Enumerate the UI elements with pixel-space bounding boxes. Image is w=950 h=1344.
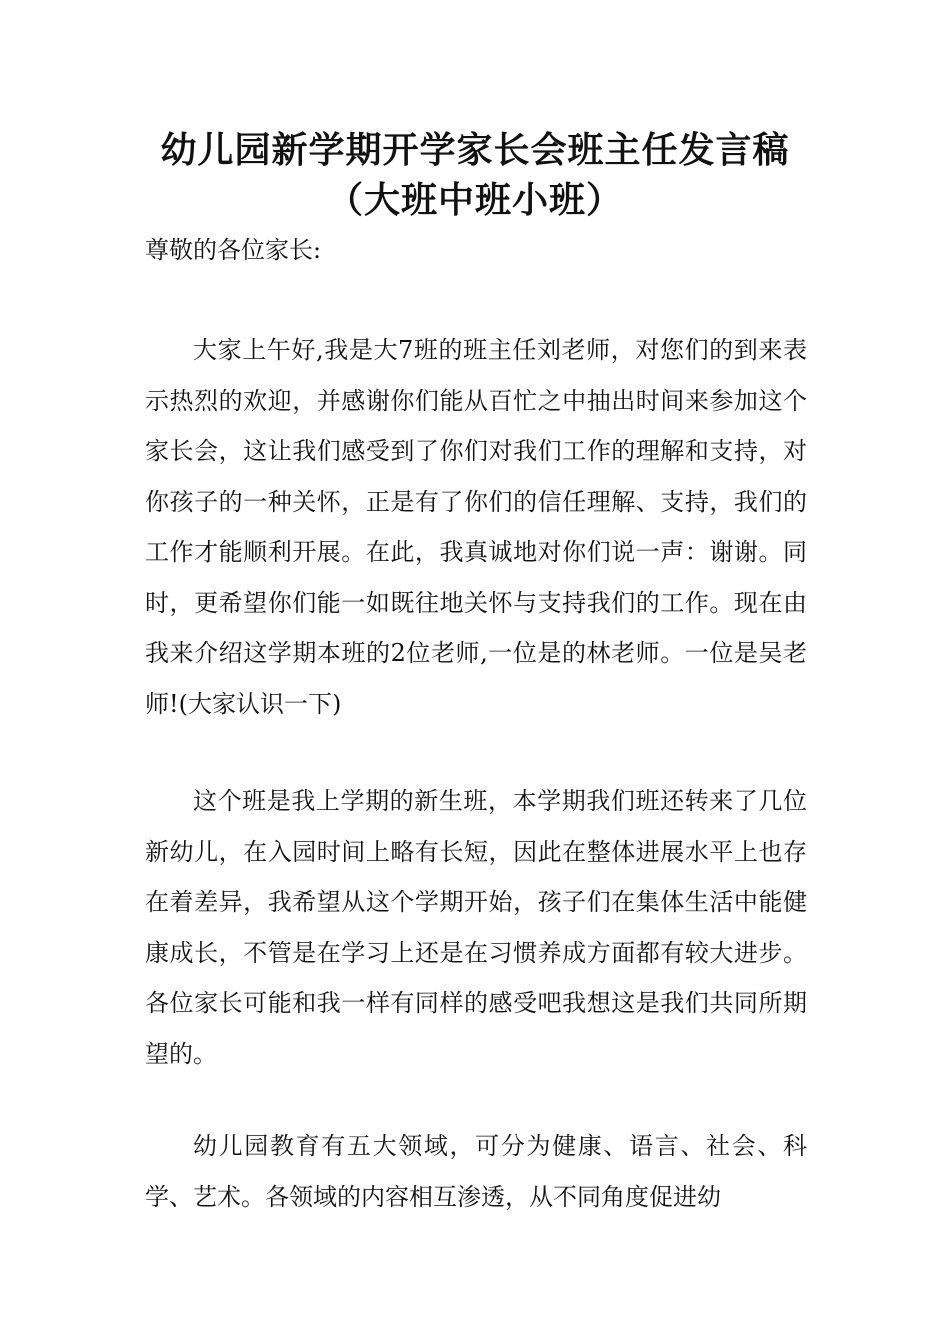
document-title-line-2: （大班中班小班）: [326, 180, 623, 221]
paragraph-2: 这个班是我上学期的新生班，本学期我们班还转来了几位新幼儿，在入园时间上略有长短，因此在整体进展水平上也存在着差异，我希望从这个学期开始，孩子们在集体生活中能健康成长，不管是在学习上还是在习惯养成方面都有较大进步。各位家长可能和我一样有同样的感受吧我想这是我们共同所期望的。: [145, 787, 807, 1068]
paragraph-1: 大家上午好,我是大7班的班主任刘老师，对您们的到来表示热烈的欢迎，并感谢你们能从百忙之中抽出时间来参加这个家长会，这让我们感受到了你们对我们工作的理解和支持，对你孩子的一种关怀，正是有了你们的信任理解、支持，我们的工作才能顺利开展。在此，我真诚地对你们说一声：谢谢。同时，更希望你们能一如既往地关怀与支持我们的工作。现在由我来介绍这学期本班的2位老师,一位是的林老师。一位是吴老师!(大家认识一下): [145, 336, 807, 718]
document-title-line-1: 幼儿园新学期开学家长会班主任发言稿: [160, 130, 790, 171]
salutation: 尊敬的各位家长:: [145, 236, 322, 264]
paragraph-3: 幼儿园教育有五大领域，可分为健康、语言、社会、科学、艺术。各领域的内容相互渗透，从不同角度促进幼: [145, 1132, 807, 1211]
